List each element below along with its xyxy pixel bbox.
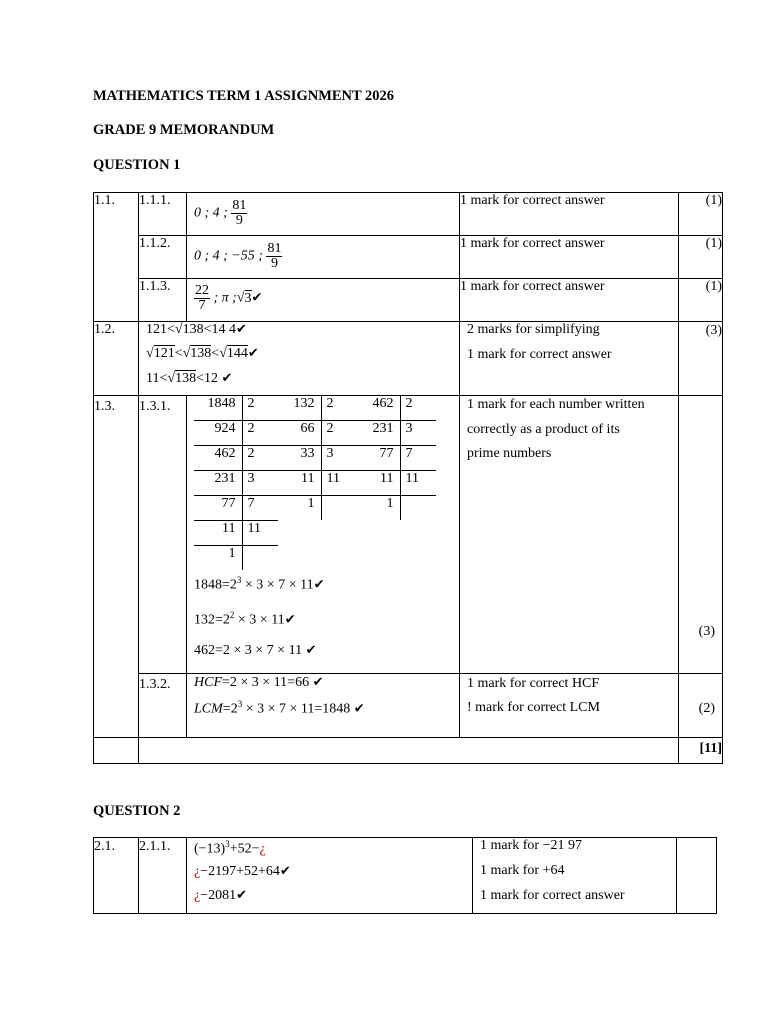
row-2-1-1 xyxy=(94,838,717,914)
fraction xyxy=(231,199,247,228)
text: (−13) xyxy=(194,841,226,857)
factor-row xyxy=(357,496,436,521)
criteria: ! mark for correct LCM xyxy=(467,700,600,715)
text: −2197+52+64 xyxy=(200,864,280,879)
tick-icon: ✔ xyxy=(221,371,233,386)
text: 11< xyxy=(146,371,168,386)
text: 121< xyxy=(146,322,175,337)
prime-factor-table-132 xyxy=(278,396,358,520)
factor-row xyxy=(194,496,278,521)
answer-cell xyxy=(187,396,460,674)
criteria: correctly as a product of its xyxy=(467,422,620,437)
answer-cell xyxy=(187,236,460,279)
text: < xyxy=(211,346,220,361)
radicand: 121 xyxy=(153,346,175,361)
marks-cell xyxy=(679,396,723,674)
radicand: 138 xyxy=(175,371,197,386)
tick-icon: ✔ xyxy=(236,322,247,337)
total-row xyxy=(94,738,723,764)
text: 132=2 xyxy=(194,612,230,628)
criteria: 1 mark for correct answer xyxy=(480,888,625,903)
dividend: 231 xyxy=(194,471,242,496)
criteria: 1 mark for correct answer xyxy=(460,236,679,279)
text: 462=2 × 3 × 7 × 11 xyxy=(194,643,306,658)
row-1-1-3 xyxy=(94,279,723,322)
factor-row xyxy=(194,546,278,571)
question-2-table xyxy=(93,837,717,914)
text: =2 × 3 × 11=66 xyxy=(222,675,313,690)
answer-cell xyxy=(187,279,460,322)
tick-icon: ✔ xyxy=(305,643,317,658)
question-1-heading: QUESTION 1 xyxy=(93,157,181,173)
working-line-2: √121<√138<√144✔ xyxy=(146,346,259,361)
exponent: 3 xyxy=(236,575,242,585)
marks: (1) xyxy=(679,279,723,322)
prime-factor: 2 xyxy=(321,396,358,421)
prime-factor: 2 xyxy=(321,421,358,446)
sub-question-number: 1.3.2. xyxy=(139,674,187,738)
sqrt-symbol: √ xyxy=(236,290,245,306)
empty-cell xyxy=(139,738,679,764)
working-line-1 xyxy=(194,839,266,858)
row-1-3-1 xyxy=(94,396,723,674)
inverted-question-mark: ¿ xyxy=(259,841,266,857)
row-1-1-1 xyxy=(94,193,723,236)
tick-icon: ✔ xyxy=(313,577,325,593)
criteria xyxy=(480,838,582,854)
criteria-cell xyxy=(460,322,679,396)
sub-question-number: 1.1.2. xyxy=(139,236,187,279)
criteria: 1 mark for correct answer xyxy=(460,193,679,236)
factor-row xyxy=(278,496,358,521)
marks: (1) xyxy=(679,193,723,236)
working-line-3: 11<√138<12 ✔ xyxy=(146,371,233,386)
prime-factor: 3 xyxy=(400,421,436,446)
empty-cell xyxy=(94,738,139,764)
dividend: 11 xyxy=(278,471,321,496)
criteria-cell xyxy=(460,674,679,738)
marks-cell xyxy=(677,838,717,914)
text: −21 97 xyxy=(542,838,582,853)
exponent: 2 xyxy=(229,610,235,620)
factor-row xyxy=(278,421,358,446)
factor-row xyxy=(194,521,278,546)
exponent: 3 xyxy=(237,699,243,709)
denominator: 9 xyxy=(235,213,243,228)
prime-factor-table-1848 xyxy=(194,396,278,570)
marks: (3) xyxy=(679,322,723,396)
tick-icon: ✔ xyxy=(353,701,365,717)
prime-factor-table-462 xyxy=(357,396,436,520)
dividend: 66 xyxy=(278,421,321,446)
dividend: 77 xyxy=(194,496,242,521)
sub-question-number: 1.1.3. xyxy=(139,279,187,322)
prime-factor xyxy=(321,496,358,521)
criteria: 1 mark for correct answer xyxy=(460,279,679,322)
text: × 3 × 7 × 11 xyxy=(241,577,314,593)
inverted-question-mark: ¿ xyxy=(194,888,201,903)
prime-factor: 11 xyxy=(400,471,436,496)
prime-factor: 2 xyxy=(400,396,436,421)
prime-factor: 7 xyxy=(242,496,278,521)
working-line-1: 121<√138<14 4✔ xyxy=(146,322,247,337)
denominator: 7 xyxy=(198,298,206,313)
text: 1 mark for xyxy=(480,838,543,853)
prime-factor: 2 xyxy=(242,396,278,421)
factor-row xyxy=(357,421,436,446)
answer-cell xyxy=(187,838,473,914)
text: =2 xyxy=(222,701,238,717)
lcm-label: LCM xyxy=(194,701,223,717)
factor-row xyxy=(357,446,436,471)
criteria: 1 mark for correct HCF xyxy=(467,676,600,691)
prime-factor: 2 xyxy=(242,421,278,446)
factor-row xyxy=(194,446,278,471)
text: 1 mark for xyxy=(480,863,543,878)
total-marks: [11] xyxy=(679,738,723,764)
tick-icon: ✔ xyxy=(284,612,296,628)
dividend: 1848 xyxy=(194,396,242,421)
sub-question-number: 1.3.1. xyxy=(139,396,187,674)
tick-icon: ✔ xyxy=(251,290,263,306)
marks: (1) xyxy=(679,236,723,279)
answer-cell xyxy=(187,193,460,236)
factor-row xyxy=(194,421,278,446)
inverted-question-mark: ¿ xyxy=(194,864,201,879)
dividend: 1 xyxy=(357,496,400,521)
text: 1848=2 xyxy=(194,577,237,593)
working-line-3 xyxy=(194,888,247,904)
prime-factor: 3 xyxy=(321,446,358,471)
dividend: 11 xyxy=(357,471,400,496)
factor-row xyxy=(194,471,278,496)
radicand: 144 xyxy=(226,346,248,361)
answer-cell xyxy=(187,674,460,738)
sub-question-number: 1.1.1. xyxy=(139,193,187,236)
answer-text: ; π ; xyxy=(213,290,237,306)
fraction xyxy=(266,242,282,271)
answer-cell xyxy=(139,322,460,396)
criteria: 1 mark for correct answer xyxy=(467,347,612,362)
dividend: 231 xyxy=(357,421,400,446)
hcf-label: HCF xyxy=(194,675,222,690)
tick-icon: ✔ xyxy=(312,675,324,690)
numerator: 81 xyxy=(267,241,282,256)
hcf-working xyxy=(194,675,323,691)
criteria: prime numbers xyxy=(467,446,552,461)
lcm-working xyxy=(194,699,365,718)
question-number: 1.1. xyxy=(94,193,139,322)
text: <14 4 xyxy=(203,322,236,337)
criteria: 2 marks for simplifying xyxy=(467,322,600,337)
criteria-cell xyxy=(473,838,677,914)
dividend: 33 xyxy=(278,446,321,471)
factor-row xyxy=(194,396,278,421)
dividend: 462 xyxy=(194,446,242,471)
prime-factor: 7 xyxy=(400,446,436,471)
numerator: 22 xyxy=(195,283,209,298)
factorisation-1848 xyxy=(194,575,324,594)
prime-factor xyxy=(400,496,436,521)
answer-text: 0 ; 4 ; −55 ; xyxy=(194,248,263,264)
prime-factor: 3 xyxy=(242,471,278,496)
row-1-2 xyxy=(94,322,723,396)
text: × 3 × 11 xyxy=(234,612,285,628)
factor-row xyxy=(357,396,436,421)
fraction xyxy=(194,284,210,313)
factor-row xyxy=(357,471,436,496)
sub-question-number: 2.1.1. xyxy=(139,838,187,914)
row-1-3-2 xyxy=(94,674,723,738)
prime-factor: 11 xyxy=(242,521,278,546)
dividend: 77 xyxy=(357,446,400,471)
tick-icon: ✔ xyxy=(236,888,248,903)
criteria xyxy=(480,863,565,879)
tick-icon: ✔ xyxy=(279,864,291,879)
radicand: 138 xyxy=(190,346,212,361)
dividend: 1 xyxy=(278,496,321,521)
dividend: 924 xyxy=(194,421,242,446)
factor-row xyxy=(278,396,358,421)
answer-text: 0 ; 4 ; xyxy=(194,205,228,221)
denominator: 9 xyxy=(270,256,278,271)
dividend: 1 xyxy=(194,546,242,571)
radicand: 138 xyxy=(182,322,204,337)
question-1-table xyxy=(93,192,723,764)
question-number: 2.1. xyxy=(94,838,139,914)
document-subtitle: GRADE 9 MEMORANDUM xyxy=(93,122,275,138)
text: × 3 × 7 × 11=1848 xyxy=(242,701,354,717)
prime-factor: 11 xyxy=(321,471,358,496)
criteria: 1 mark for each number written xyxy=(467,397,645,412)
document-title: MATHEMATICS TERM 1 ASSIGNMENT 2026 xyxy=(93,88,395,104)
factorisation-462 xyxy=(194,643,316,659)
dividend: 462 xyxy=(357,396,400,421)
text: −2081 xyxy=(200,888,237,903)
marks: (3) xyxy=(698,624,715,639)
dividend: 132 xyxy=(278,396,321,421)
marks-cell xyxy=(679,674,723,738)
dividend: 11 xyxy=(194,521,242,546)
prime-factor: 2 xyxy=(242,446,278,471)
exponent: 3 xyxy=(225,839,230,849)
question-number: 1.3. xyxy=(94,396,139,738)
text: < xyxy=(174,346,183,361)
prime-factor xyxy=(242,546,278,571)
numerator: 81 xyxy=(232,198,247,213)
text: <12 xyxy=(196,371,218,386)
question-number: 1.2. xyxy=(94,322,139,396)
criteria-cell xyxy=(460,396,679,674)
working-line-2 xyxy=(194,864,291,880)
factor-row xyxy=(278,446,358,471)
factorisation-132 xyxy=(194,610,296,629)
row-1-1-2 xyxy=(94,236,723,279)
radicand: 3 xyxy=(244,290,252,306)
question-2-heading: QUESTION 2 xyxy=(93,803,181,819)
factor-row xyxy=(278,471,358,496)
tick-icon: ✔ xyxy=(247,346,259,361)
text: +52− xyxy=(229,841,260,857)
marks: (2) xyxy=(698,701,715,716)
text: +64 xyxy=(542,863,565,878)
